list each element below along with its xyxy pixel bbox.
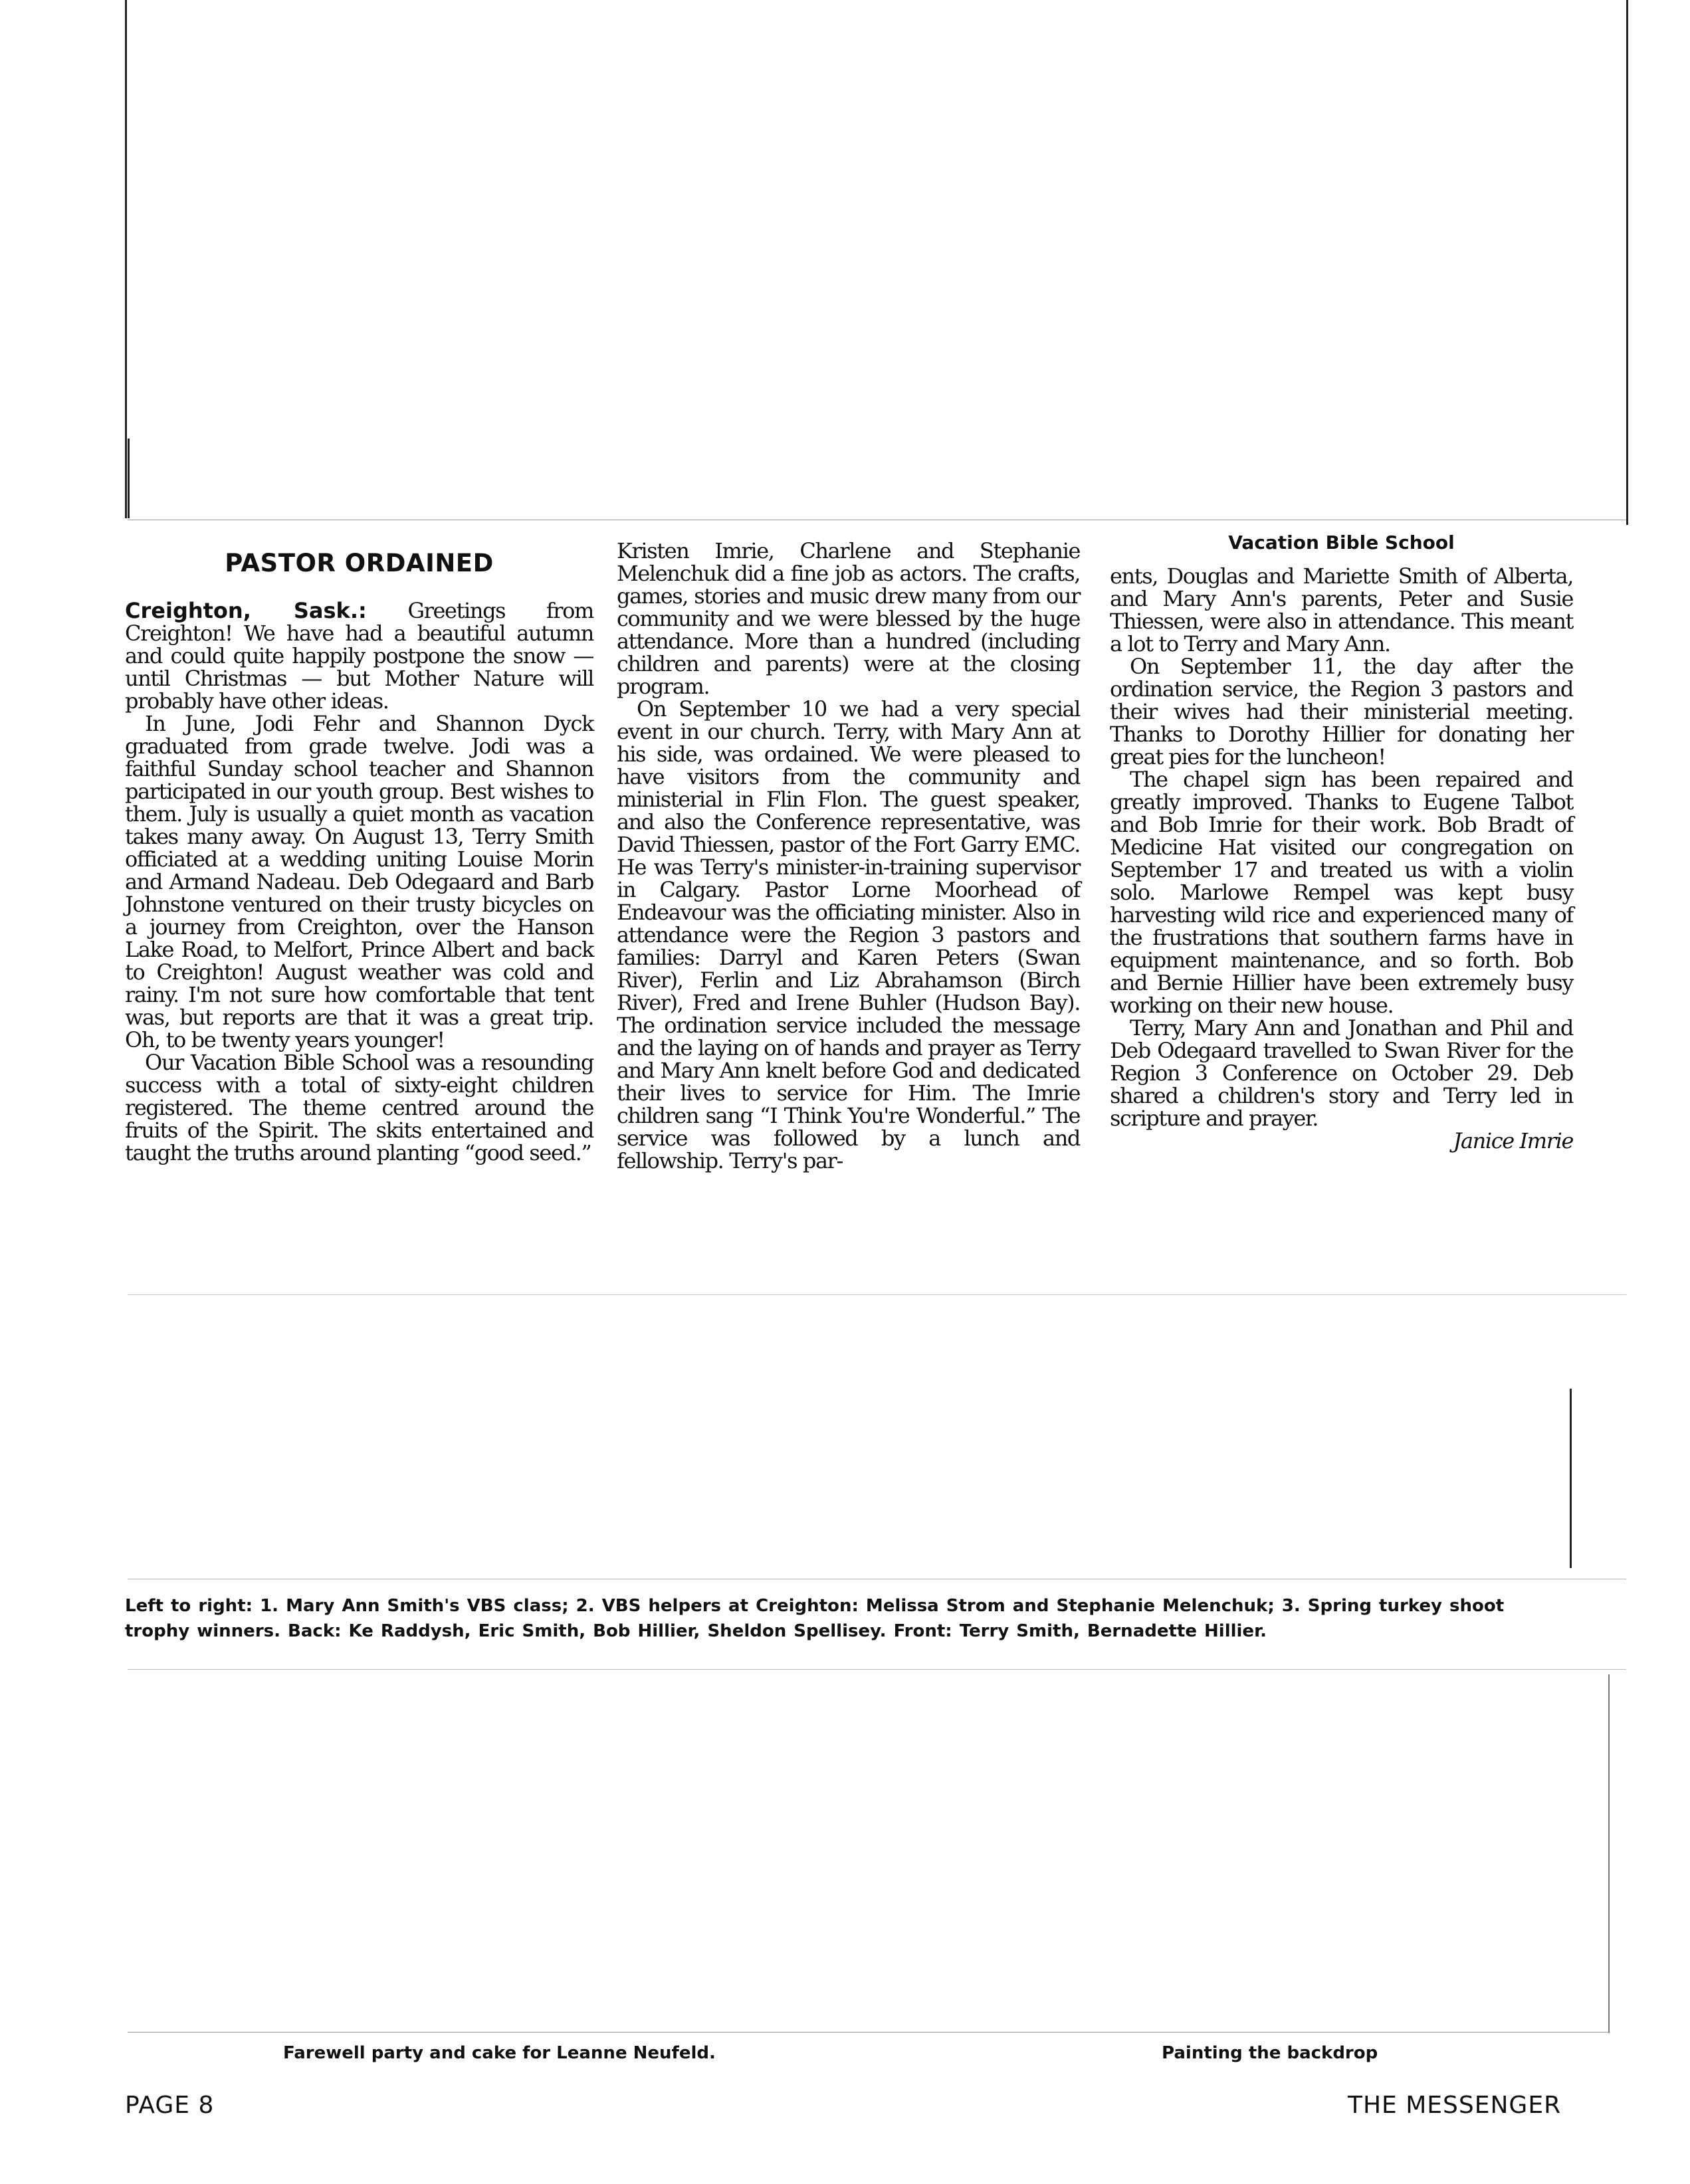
article-paragraph: ents, Douglas and Mariette Smith of Alberta, and Mary Ann's parents, Peter and Susie Thiessen, were also in attendance. This meant a lot to Terry and Mary Ann. xyxy=(1110,563,1573,656)
photo-caption-painting: Painting the backdrop xyxy=(1162,2043,1378,2063)
page-number: PAGE 8 xyxy=(125,2092,215,2119)
article-column-2 xyxy=(617,540,1080,1172)
publication-name: THE MESSENGER xyxy=(1348,2092,1562,2119)
right-edge-line xyxy=(1626,0,1628,525)
top-photo-area xyxy=(126,0,1625,518)
dateline: Creighton, Sask.: xyxy=(125,598,367,623)
article-column-3 xyxy=(1110,565,1573,1152)
paragraph-text: Greetings from Creighton! We have had a beautiful autumn and could quite happily postpone the snow — until Christmas — but Mother Nature will probably have other ideas. xyxy=(125,598,593,714)
article-paragraph: Our Vacation Bible School was a resounding success with a total of sixty-eight children registered. The theme centred around the fruits of the Spirit. The skits entertained and taught the truths around planting “good seed.” xyxy=(125,1050,593,1165)
bottom-photo-top-rule xyxy=(128,1669,1626,1670)
byline: Janice Imrie xyxy=(1453,1128,1573,1153)
photo-caption-farewell: Farewell party and cake for Leanne Neufeld. xyxy=(283,2043,716,2063)
article-paragraph: On September 11, the day after the ordination service, the Region 3 pastors and their wives had their ministerial meeting. Thanks to Dorothy Hillier for donating her great pies for the luncheon! xyxy=(1110,654,1573,769)
middle-photo-top-rule xyxy=(128,1294,1626,1295)
photo-caption-main: Left to right: 1. Mary Ann Smith's VBS class; 2. VBS helpers at Creighton: Melissa Strom and Stephanie Melenchuk; 3. Spring turkey shoot trophy winners. Back: Ke Raddysh, Eric Smith, Bob Hillier, Sheldon Spellisey. Front: Terry Smith, Bernadette Hillier. xyxy=(125,1596,1505,1641)
article-paragraph: Terry, Mary Ann and Jonathan and Phil and Deb Odegaard travelled to Swan River for the Region 3 Conference on October 29. Deb shared a children's story and Terry led in scripture and prayer. xyxy=(1110,1015,1573,1131)
article-column-1 xyxy=(125,599,593,1164)
article-headline: PASTOR ORDAINED xyxy=(225,549,494,577)
middle-photo-divider xyxy=(1570,1389,1572,1568)
article-paragraph: Kristen Imrie, Charlene and Stephanie Melenchuk did a fine job as actors. The crafts, games, stories and music drew many from our community and we were blessed by the huge attendance. More than a hundred (including children and parents) were at the closing program. xyxy=(617,538,1080,699)
article-paragraph: The chapel sign has been repaired and greatly improved. Thanks to Eugene Talbot and Bob Imrie for their work. Bob Bradt of Medicine Hat visited our congregation on September 17 and treated us with a violin solo. Marlowe Rempel was kept busy harvesting wild rice and experienced many of the frustrations that southern farms have in equipment maintenance, and so forth. Bob and Bernie Hillier have been extremely busy working on their new house. xyxy=(1110,767,1573,1018)
bottom-photo-bottom-rule xyxy=(128,2032,1610,2033)
article-paragraph xyxy=(125,599,593,712)
bottom-photo-right-border xyxy=(1608,1674,1610,2033)
article-paragraph: On September 10 we had a very special event in our church. Terry, with Mary Ann at his side, was ordained. We were pleased to have visitors from the community and ministerial in Flin Flon. The guest speaker, and also the Conference representative, was David Thiessen, pastor of the Fort Garry EMC. He was Terry's minister-in-training supervisor in Calgary. Pastor Lorne Moorhead of Endeavour was the officiating minister. Also in attendance were the Region 3 pastors and families: Darryl and Karen Peters (Swan River), Ferlin and Liz Abrahamson (Birch River), Fred and Irene Buhler (Hudson Bay). The ordination service included the message and the laying on of hands and prayer as Terry and Mary Ann knelt before God and dedicated their lives to service for Him. The Imrie children sang “I Think You're Wonderful.” The service was followed by a lunch and fellowship. Terry's par- xyxy=(617,696,1080,1173)
article-paragraph: In June, Jodi Fehr and Shannon Dyck graduated from grade twelve. Jodi was a faithful Sunday school teacher and Shannon participated in our youth group. Best wishes to them. July is usually a quiet month as vacation takes many away. On August 13, Terry Smith officiated at a wedding uniting Louise Morin and Armand Nadeau. Deb Odegaard and Barb Johnstone ventured on their trusty bicycles on a journey from Creighton, over the Hanson Lake Road, to Melfort, Prince Albert and back to Creighton! August weather was cold and rainy. I'm not sure how comfortable that tent was, but reports are that it was a great trip. Oh, to be twenty years younger! xyxy=(125,711,593,1052)
vbs-label: Vacation Bible School xyxy=(1228,532,1455,553)
